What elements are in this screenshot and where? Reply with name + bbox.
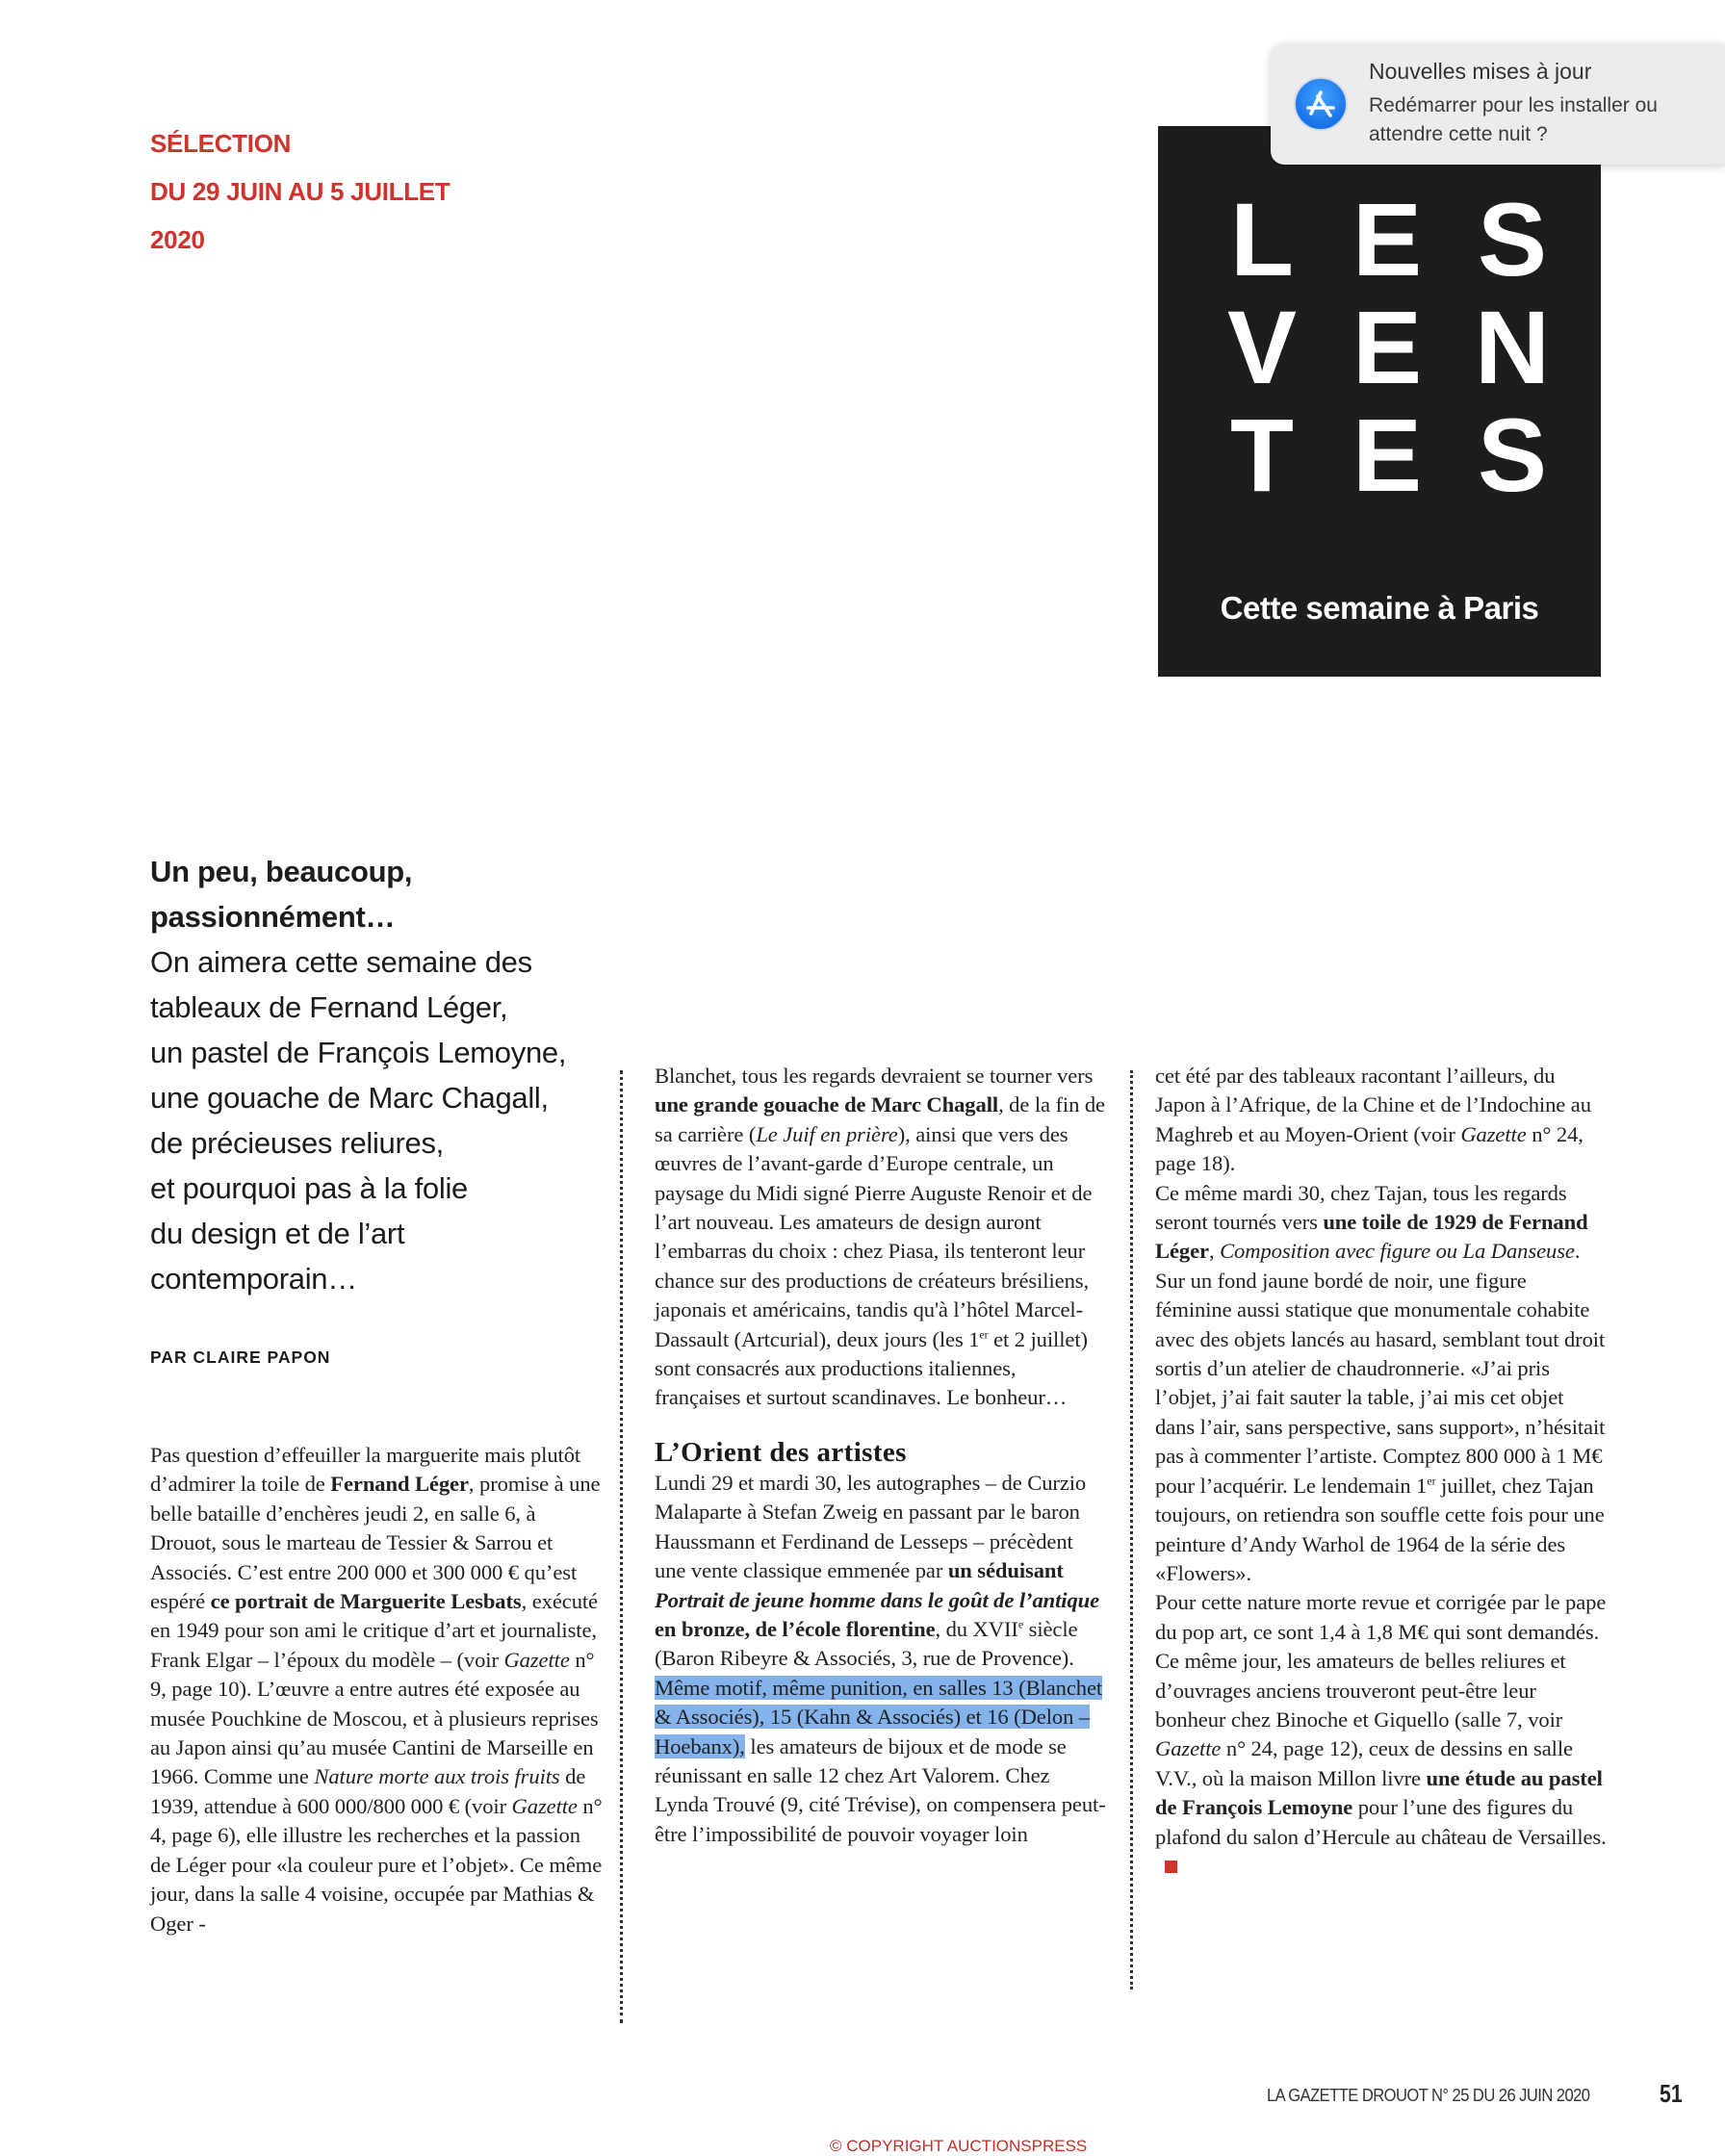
wordmark-letter: E [1352, 181, 1423, 297]
paragraph: Lundi 29 et mardi 30, les autographes – de Curzio Malaparte à Stefan Zweig en passant par le baron Haussmann et Ferdinand de Lesseps – précèdent une vente classique emmenée par un séduisant Portrait de jeune homme dans le goût de l’antique en bronze, de l’école florentine, du XVIIe siècle (Baron Ribeyre & Associés, 3, rue de Provence). Même motif, même punition, en salles 13 (Blanchet & Associés), 15 (Kahn & Associés) et 16 (Delon – Hoebanx), les amateurs de bijoux et de mode se réunissant en salle 12 chez Art Valorem. Chez Lynda Trouvé (9, cité Trévise), on compensera peut-être l’impossibilité de pouvoir voyager loin [655, 1470, 1106, 1846]
intro-bold-line: passionnément… [150, 900, 396, 934]
update-notification[interactable] [1271, 43, 1725, 165]
intro-line: tableaux de Fernand Léger, [150, 990, 508, 1024]
wordmark-letter: S [1477, 181, 1548, 297]
byline: PAR CLAIRE PAPON [150, 1348, 331, 1367]
intro-line: du design et de l’art [150, 1217, 405, 1250]
publication-footer: LA GAZETTE DROUOT N° 25 DU 26 JUIN 2020 [1267, 2086, 1590, 2105]
wordmark-letter: N [1475, 289, 1550, 405]
copyright-notice: © COPYRIGHT AUCTIONSPRESS [830, 2137, 1088, 2155]
notification-body: Redémarrer pour les installer ou attendre cette nuit ? [1369, 94, 1658, 145]
wordmark-letter: S [1477, 397, 1548, 513]
intro-line: contemporain… [150, 1262, 357, 1296]
paragraph: Pas question d’effeuiller la marguerite mais plutôt d’admirer la toile de Fernand Léger, promise à une belle bataille d’enchères jeudi 2, en salle 6, à Drouot, sous le marteau de Tessier & Sarrou et Associés. C’est entre 200 000 et 300 000 € qu’est espéré ce portrait de Marguerite Lesbats, exécuté en 1949 pour son ami le critique d’art et journaliste, Frank Elgar – l’époux du modèle – (voir Gazette n° 9, page 10). L’œuvre a entre autres été exposée au musée Pouchkine de Moscou, et à plusieurs reprises au Japon ainsi qu’au musée Cantini de Marseille en 1966. Comme une Nature morte aux trois fruits de 1939, attendue à 600 000/800 000 € (voir Gazette n° 4, page 6), elle illustre les recherches et la passion de Léger pour «la couleur pure et l’objet». Ce même jour, dans la salle 4 voisine, occupée par Mathias & Oger - [150, 1443, 603, 1936]
paragraph: cet été par des tableaux racontant l’ailleurs, du Japon à l’Afrique, de la Chine et de l’Indochine au Maghreb et au Moyen-Orient (voir Gazette n° 24, page 18). [1155, 1064, 1591, 1176]
text-selection-highlight[interactable]: Même motif, même punition, en salles 13 (Blanchet & Associés), 15 (Kahn & Associés) et 16 (Delon – Hoebanx), [655, 1675, 1103, 1758]
selection-dates: DU 29 JUIN AU 5 JUILLET [150, 177, 451, 206]
end-of-article-square-icon [1165, 1861, 1177, 1873]
les-ventes-logo-box [1158, 126, 1601, 677]
wordmark-letter: V [1226, 289, 1298, 405]
column-divider [620, 1070, 623, 2023]
paragraph: Ce même mardi 30, chez Tajan, tous les regards seront tournés vers une toile de 1929 de Fernand Léger, Composition avec figure ou La Danseuse. Sur un fond jaune bordé de noir, une figure féminine aussi statique que monumentale cohabite avec des objets lancés au hasard, semblant tout droit sortis d’un atelier de chaudronnerie. «J’ai pris l’objet, j’ai fait sauter la table, j’ai mis cet objet dans l’air, sans perspective, sans support», n’hésitait pas à commenter l’artiste. Comptez 800 000 à 1 M€ pour l’acquérir. Le lendemain 1er juillet, chez Tajan toujours, on retiendra son souffle cette fois pour une peinture d’Andy Warhol de 1964 de la série des «Flowers». [1155, 1180, 1606, 1585]
wordmark-row [1223, 397, 1551, 513]
wordmark-letter: E [1352, 397, 1423, 513]
wordmark-row [1223, 289, 1551, 405]
article-column-3 [1155, 1062, 1608, 1881]
selection-label: SÉLECTION [150, 129, 292, 158]
article-column-2 [655, 1062, 1107, 1849]
intro-line: de précieuses reliures, [150, 1126, 444, 1160]
paragraph: Blanchet, tous les regards devraient se tourner vers une grande gouache de Marc Chagall, de la fin de sa carrière (Le Juif en prière), ainsi que vers des œuvres de l’avant-garde d’Europe centrale, un paysage du Midi signé Pierre Auguste Renoir et de l’art nouveau. Les amateurs de design auront l’embarras du choix : chez Piasa, ils tenteront leur chance sur des productions de créateurs brésiliens, japonais et américains, tandis qu'à l’hôtel Marcel-Dassault (Artcurial), deux jours (les 1er et 2 juillet) sont consacrés aux productions italiennes, françaises et surtout scandinaves. Le bonheur… [655, 1064, 1105, 1410]
notification-title: Nouvelles mises à jour [1369, 59, 1592, 84]
intro-bold-line: Un peu, beaucoup, [150, 855, 413, 888]
column-divider [1130, 1070, 1133, 1989]
logo-subtitle: Cette semaine à Paris [1220, 590, 1539, 626]
selection-year: 2020 [150, 225, 205, 254]
intro-line: une gouache de Marc Chagall, [150, 1081, 549, 1115]
intro-line: On aimera cette semaine des [150, 945, 532, 979]
selection-heading [150, 119, 450, 264]
app-store-icon [1294, 77, 1348, 131]
article-column-1 [150, 1441, 603, 1938]
section-subheading: L’Orient des artistes [655, 1436, 907, 1468]
wordmark-row [1223, 181, 1551, 297]
wordmark-letter: T [1230, 397, 1294, 513]
intro-line: un pastel de François Lemoyne, [150, 1036, 567, 1069]
wordmark-letter: L [1230, 181, 1294, 297]
les-ventes-wordmark [1223, 181, 1551, 513]
article-intro [150, 849, 631, 1301]
wordmark-letter: E [1352, 289, 1423, 405]
intro-line: et pourquoi pas à la folie [150, 1171, 468, 1205]
paragraph: Pour cette nature morte revue et corrigée par le pape du pop art, ce sont 1,4 à 1,8 M€ qui sont demandés. Ce même jour, les amateurs de belles reliures et d’ouvrages anciens trouveront peut-être leur bonheur chez Binoche et Giquello (salle 7, voir Gazette n° 24, page 12), ceux de dessins en salle V.V., où la maison Millon livre une étude au pastel de François Lemoyne pour l’une des figures du plafond du salon d’Hercule au château de Versailles. [1155, 1588, 1608, 1881]
page-number: 51 [1660, 2079, 1683, 2108]
